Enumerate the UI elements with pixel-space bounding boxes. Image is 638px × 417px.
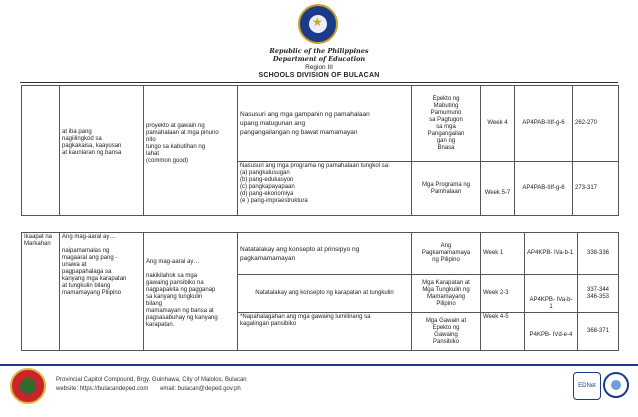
table-row bbox=[22, 86, 619, 162]
topic-cell: Epekto ng Mabuting Pamumuno sa Pagtugon sa mga Pangangailan gan ng Bnasa bbox=[412, 86, 481, 162]
pages-cell: 368-371 bbox=[578, 313, 619, 351]
week-cell: Week 4 bbox=[481, 86, 515, 162]
table-row bbox=[22, 233, 619, 275]
week-cell: Week 5-7 bbox=[481, 162, 515, 216]
week-cell: Week 1 bbox=[481, 233, 525, 275]
pages-cell: 273-317 bbox=[573, 162, 619, 216]
week-cell: Week 4-5 bbox=[481, 313, 525, 351]
competency-cell: Natatalakay ang konsepto ng karapatan at tungkulin bbox=[238, 275, 412, 313]
bulacan-seal-icon bbox=[10, 368, 46, 404]
competency-cell: Nasusuri ang mga gampanin ng pamahalaan upang matugunan ang pangangailangan ng bawat mamamayan bbox=[238, 86, 412, 162]
topic-cell: Ang Pagkamamamaya ng Pilipino bbox=[412, 233, 481, 275]
code-cell: AP4KPB- IVa-b-1 bbox=[525, 233, 578, 275]
quarter-cell: Ikaapat na Markahan bbox=[22, 233, 60, 351]
footer-contacts bbox=[56, 386, 241, 392]
department-heading: Department of Education bbox=[272, 55, 366, 63]
header-divider bbox=[20, 82, 618, 83]
division-heading: SCHOOLS DIVISION OF BULACAN bbox=[258, 72, 380, 79]
certification-logo-icon bbox=[603, 372, 629, 398]
deped-seal-icon: ★ bbox=[298, 4, 338, 44]
ednet-logo-icon: EDNet bbox=[573, 372, 601, 400]
competency-cell: *Napahalagahan ang mga gawaing lumilinang sa kagalingan pansibiko bbox=[238, 313, 412, 351]
code-cell: AP4PAB-IIIf-g-6 bbox=[515, 162, 573, 216]
code-cell: AP4PAB-IIIf-g-6 bbox=[515, 86, 573, 162]
quarter-cell bbox=[22, 86, 60, 216]
competency-cell: Nasusuri ang mga programa ng pamahalaan tungkol sa: (a) pangkalusugan (b) pang-edukasyon (c) pangkapayapaan (d) pang-ekonomiya (e ) pang-impraestruktura bbox=[238, 162, 412, 216]
curriculum-table-1 bbox=[21, 85, 619, 216]
pages-cell: 262-270 bbox=[573, 86, 619, 162]
footer-divider bbox=[0, 364, 638, 366]
performance-standard-cell: proyekto at gawain ng pamahalaan at mga pinuno nito tungo sa kabutihan ng lahat (common good) bbox=[144, 86, 238, 216]
content-standard-cell: Ang mag-aaral ay… naipamamalas ng magaaral ang pang - unawa at pagpapahalaga sa kanyang mga karapatan at tungkulin bilang mamamayang Pilipino bbox=[60, 233, 144, 351]
pages-cell: 338-336 bbox=[578, 233, 619, 275]
footer-address: Provincial Capitol Compound, Brgy. Guinhawa, City of Malolos, Bulacan bbox=[56, 377, 247, 383]
code-cell: P4KPB- IVd-e-4 bbox=[525, 313, 578, 351]
code-cell: AP4KPB- IVa-b- 1 bbox=[525, 275, 578, 313]
republic-heading: Republic of the Philippines bbox=[269, 47, 369, 55]
topic-cell: Mga Karapatan at Mga Tungkulin ng Mamamayang Pilipino bbox=[412, 275, 481, 313]
content-standard-cell: at iba pang nagiilingkod sa pagkakaisa, kaayusan at kaunlaran ng bansa bbox=[60, 86, 144, 216]
footer-email: email: bulacan@deped.gov.ph bbox=[160, 386, 241, 392]
performance-standard-cell: Ang mag-aaral ay… nakikilahok sa mga gawaing pansibiko na nagpapakita ng pagganap sa kanyang tungkulin bilang mamamayan ng bansa at pagsasabuhay ng kanyang karapatan. bbox=[144, 233, 238, 351]
topic-cell: Mga Programa ng Pamhalaan bbox=[412, 162, 481, 216]
region-heading: Region III bbox=[305, 64, 333, 71]
competency-cell: Natatalakay ang konsepto at prinsipyo ng pagkamamamayan bbox=[238, 233, 412, 275]
pages-cell: 337-344 346-353 bbox=[578, 275, 619, 313]
week-cell: Week 2-3 bbox=[481, 275, 525, 313]
topic-cell: Mga Gawain at Epekto ng Gawaing Pansibiko bbox=[412, 313, 481, 351]
curriculum-table-2 bbox=[21, 232, 619, 351]
footer-website: website: https://bulacandeped.com bbox=[56, 386, 149, 392]
